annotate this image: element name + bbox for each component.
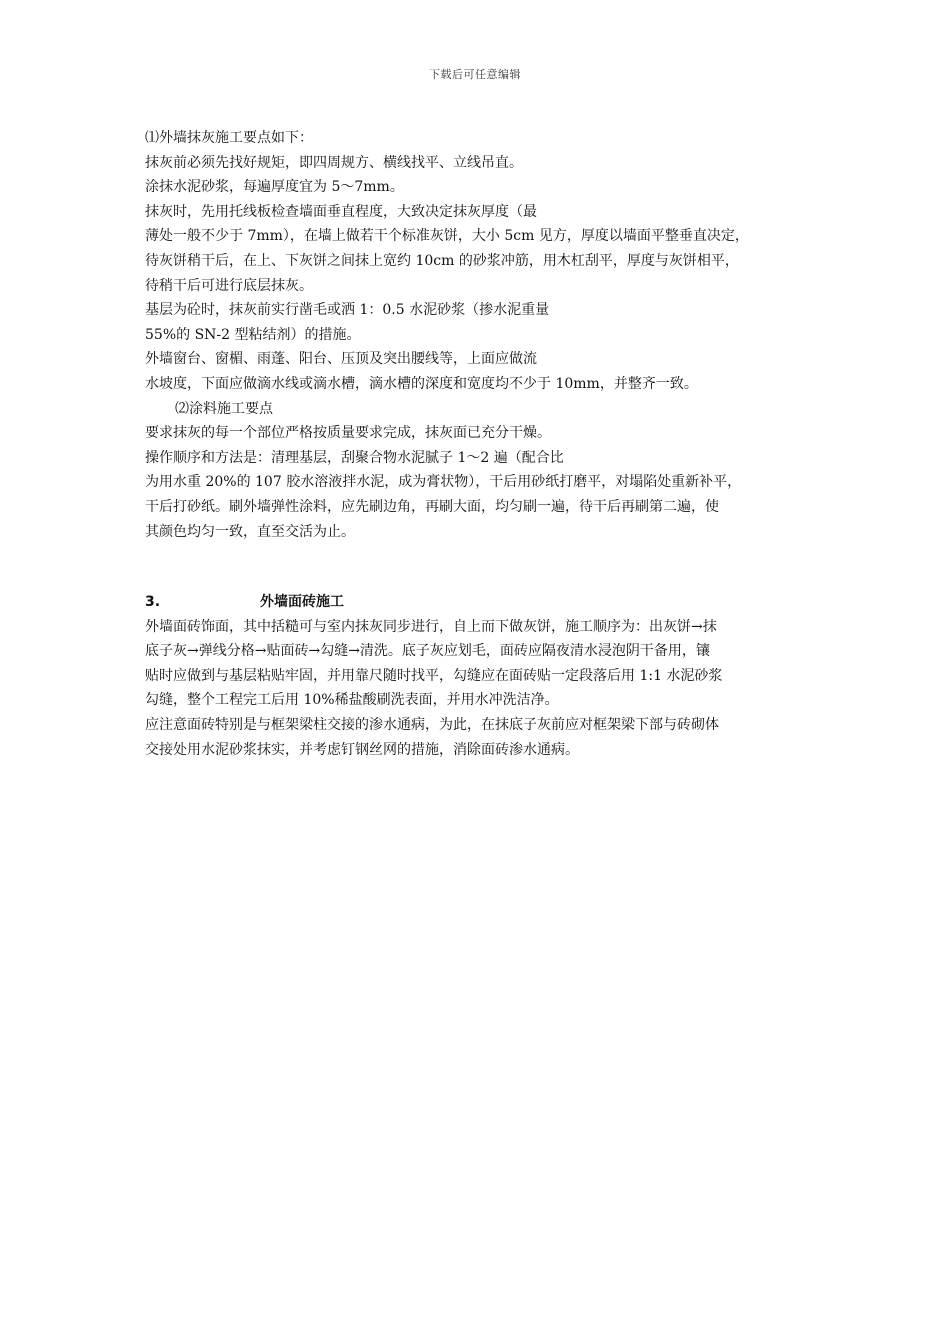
paragraph-line: 应注意面砖特别是与框架梁柱交接的渗水通病，为此，在抹底子灰前应对框架梁下部与砖砌体 (145, 717, 719, 734)
paragraph-line: 交接处用水泥砂浆抹实，并考虑钉钢丝网的措施，消除面砖渗水通病。 (145, 741, 579, 758)
section-title-coating: ⑵涂料施工要点 (175, 400, 273, 417)
paragraph-line: 基层为砼时，抹灰前实行凿毛或洒 1：0.5 水泥砂浆（掺水泥重量 (145, 302, 550, 319)
paragraph-line: 外墙窗台、窗楣、雨蓬、阳台、压顶及突出腰线等，上面应做流 (145, 351, 537, 368)
paragraph-line: 55%的 SN-2 型粘结剂）的措施。 (145, 326, 361, 343)
paragraph-line: 干后打砂纸。刷外墙弹性涂料，应先刷边角，再刷大面，均匀刷一遍，待干后再刷第二遍，使 (145, 498, 719, 515)
page-header: 下载后可任意编辑 (429, 68, 521, 81)
paragraph-line: 待稍干后可进行底层抹灰。 (145, 277, 313, 294)
paragraph-line: 抹灰前必须先找好规矩，即四周规方、横线找平、立线吊直。 (145, 154, 523, 171)
paragraph-line: 操作顺序和方法是：清理基层，刮聚合物水泥腻子 1～2 遍（配合比 (145, 449, 564, 466)
section-heading-title: 外墙面砖施工 (260, 594, 344, 611)
paragraph-line: 涂抹水泥砂浆，每遍厚度宜为 5～7mm。 (145, 179, 404, 196)
paragraph-line: 勾缝，整个工程完工后用 10%稀盐酸刷洗表面，并用水冲洗洁净。 (145, 692, 559, 709)
paragraph-line: 薄处一般不少于 7mm），在墙上做若干个标准灰饼，大小 5cm 见方，厚度以墙面平整垂直决定， (145, 228, 749, 245)
section-title-plaster: ⑴外墙抹灰施工要点如下： (145, 130, 313, 146)
paragraph-line: 抹灰时，先用托线板检查墙面垂直程度，大致决定抹灰厚度（最 (145, 203, 537, 220)
paragraph-line: 要求抹灰的每一个部位严格按质量要求完成，抹灰面已充分干燥。 (145, 425, 551, 442)
paragraph-line: 外墙面砖饰面，其中括糙可与室内抹灰同步进行，自上而下做灰饼，施工顺序为：出灰饼→抹 (145, 618, 717, 635)
section-heading-tile (145, 590, 825, 615)
document-body (145, 126, 825, 762)
paragraph-line: 贴时应做到与基层粘贴牢固，并用靠尺随时找平，勾缝应在面砖贴一定段落后用 1:1 水泥砂浆 (145, 667, 723, 684)
paragraph-line: 水坡度，下面应做滴水线或滴水槽，滴水槽的深度和宽度均不少于 10mm，并整齐一致。 (145, 375, 698, 392)
paragraph-line: 为用水重 20%的 107 胶水溶液拌水泥，成为膏状物），干后用砂纸打磨平，对塌陷处重新补平， (145, 474, 742, 491)
paragraph-line: 其颜色均匀一致，直至交活为止。 (145, 523, 355, 540)
paragraph-line: 底子灰→弹线分格→贴面砖→勾缝→清洗。底子灰应划毛，面砖应隔夜清水浸泡阴干备用，镶 (145, 643, 710, 660)
paragraph-line: 待灰饼稍干后，在上、下灰饼之间抹上宽约 10cm 的砂浆冲筋，用木杠刮平，厚度与灰饼相平， (145, 252, 739, 269)
section-spacer (145, 544, 825, 590)
section-number: 3. (145, 594, 161, 611)
